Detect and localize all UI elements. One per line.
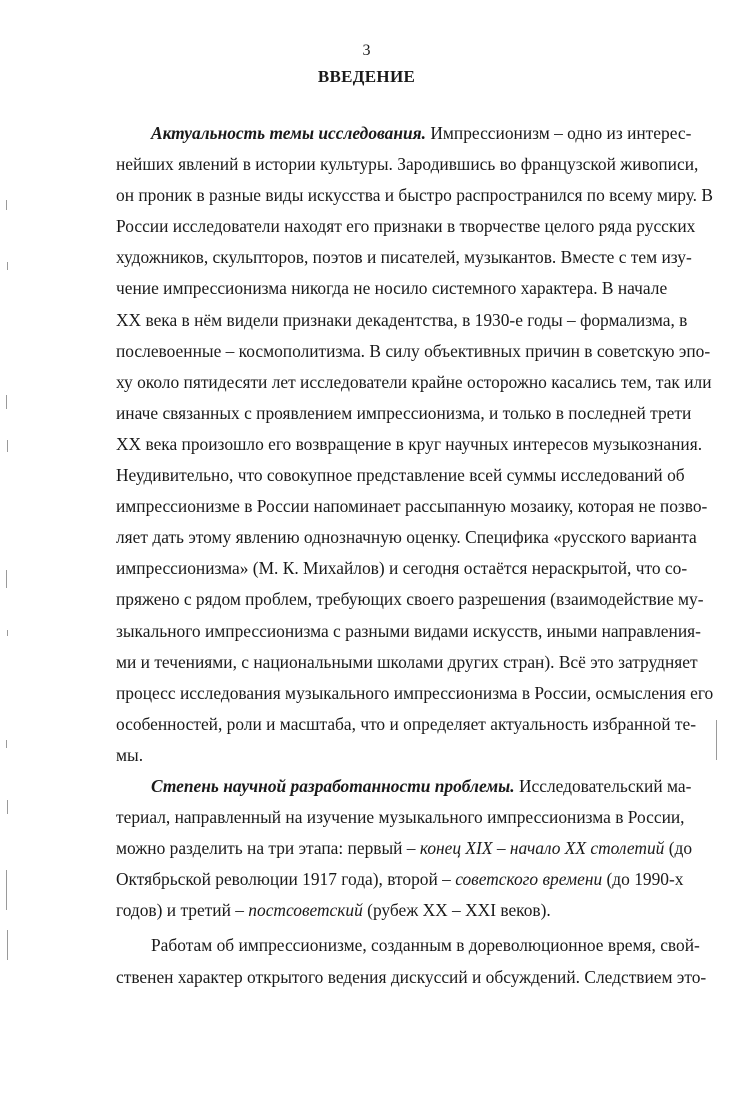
scan-artifact — [6, 395, 7, 409]
page-title: ВВЕДЕНИЕ — [317, 67, 416, 86]
scan-artifact — [6, 570, 7, 588]
text-line: Работам об импрессионизме, созданным в дореволюционное время, свой- — [151, 935, 700, 956]
scan-artifact — [6, 740, 7, 748]
text-line: особенностей, роли и масштаба, что и определяет актуальность избранной те- — [116, 713, 697, 734]
scan-artifact — [7, 262, 8, 270]
text-line: художников, скульпторов, поэтов и писателей, музыкантов. Вместе с тем изу- — [116, 247, 692, 268]
text-line: России исследователи находят его признаки в творчестве целого ряда русских — [116, 216, 696, 237]
text-line: XX века произошло его возвращение в круг научных интересов музыкознания. — [116, 433, 703, 454]
text-line: ственен характер открытого ведения дискуссий и обсуждений. Следствием это- — [116, 966, 707, 987]
text-line: чение импрессионизма никогда не носило системного характера. В начале — [116, 278, 668, 299]
paragraph-relevance — [116, 118, 714, 771]
text-line: мы. — [116, 744, 144, 765]
text-line: пряжено с рядом проблем, требующих своего разрешения (взаимодействие му- — [116, 589, 704, 610]
text-line: импрессионизме в России напоминает рассыпанную мозаику, которая не позво- — [116, 496, 708, 517]
paragraph-research-degree — [116, 771, 693, 926]
text-line: годов) и третий – постсоветский (рубеж XX – XXI веков). — [116, 900, 551, 921]
scan-artifact — [716, 720, 717, 760]
scan-artifact — [6, 200, 7, 210]
scan-artifact — [7, 800, 8, 814]
text-line: ляет дать этому явлению однозначную оценку. Специфика «русского варианта — [116, 527, 697, 548]
text-line: иначе связанных с проявлением импрессионизма, и только в последней трети — [116, 402, 692, 423]
text-line: послевоенные – космополитизма. В силу объективных причин в советскую эпо- — [116, 340, 711, 361]
text-line: Октябрьской революции 1917 года), второй – советского времени (до 1990-х — [116, 869, 684, 890]
text-line: XX века в нём видели признаки декадентства, в 1930-е годы – формализма, в — [116, 309, 688, 330]
text-line: процесс исследования музыкального импрессионизма в России, осмысления его — [116, 682, 714, 703]
text-line: он проник в разные виды искусства и быстро распространился по всему миру. В — [116, 185, 713, 206]
scan-artifact — [7, 630, 8, 636]
text-line: нейших явлений в истории культуры. Зародившись во французской живописи, — [116, 154, 699, 175]
text-line: Неудивительно, что совокупное представление всей суммы исследований об — [116, 465, 685, 486]
emphasis: конец XIX – начало XX столетий — [419, 838, 665, 859]
body-text — [116, 118, 714, 993]
text-line: Актуальность темы исследования. Импрессионизм – одно из интерес- — [151, 123, 692, 143]
page-number: 3 — [362, 42, 371, 59]
text-line: ху около пятидесяти лет исследователи крайне осторожно касались тем, так или — [116, 371, 712, 392]
text-line: ми и течениями, с национальными школами других стран). Всё это затрудняет — [116, 651, 698, 672]
text-line: териал, направленный на изучение музыкального импрессионизма в России, — [116, 807, 685, 828]
emphasis: советского времени — [455, 869, 603, 890]
scan-artifact — [7, 440, 8, 452]
paragraph-heading: Актуальность темы исследования. — [151, 123, 426, 143]
emphasis: постсоветский — [248, 900, 363, 921]
text-line: Степень научной разработанности проблемы. Исследовательский ма- — [151, 775, 692, 796]
text-line: импрессионизма» (М. К. Михайлов) и сегодня остаётся нераскрытой, что со- — [116, 558, 688, 579]
scan-artifact — [6, 870, 7, 910]
scan-artifact — [7, 930, 8, 960]
text-line: можно разделить на три этапа: первый – конец XIX – начало XX столетий (до — [116, 838, 693, 859]
paragraph-prerevolution — [116, 930, 707, 992]
paragraph-heading: Степень научной разработанности проблемы. — [151, 775, 515, 796]
text-line: зыкального импрессионизма с разными видами искусств, иными направления- — [116, 620, 701, 641]
